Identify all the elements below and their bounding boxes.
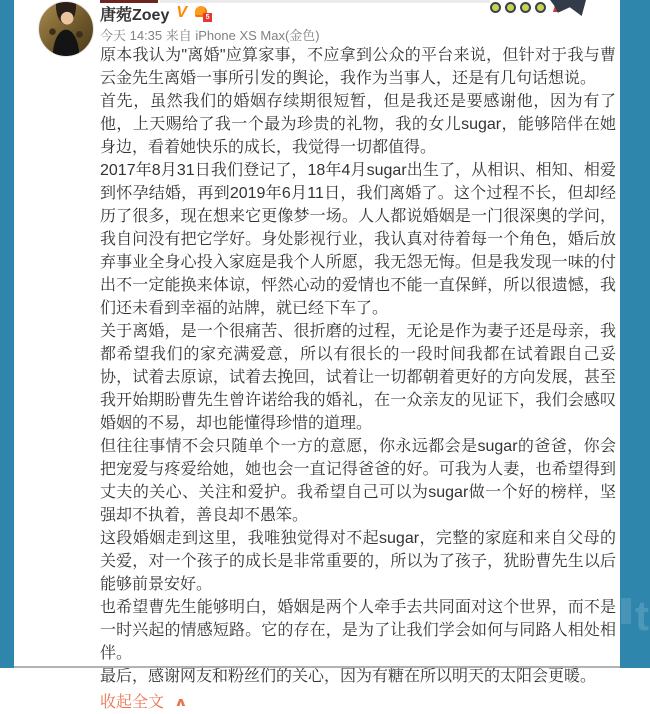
post-paragraph: 关于离婚，是一个很痛苦、很折磨的过程，无论是作为妻子还是母亲，我都希望我们的家充满爱意，所以有很长的一段时间我都在试着跟自己妥协，试着去原谅，试着去挽回，试着让一切都朝着更好的方向发展，甚至我开始期盼曹先生曾许诺给我的婚礼，在一众亲友的见证下，我们会感叹婚姻的不易，却也能懂得珍惜的道理。	[100, 323, 616, 432]
watermark-fragment	[621, 592, 649, 640]
post-paragraph: 首先，虽然我们的婚姻存续期很短暂，但是我还是要感谢他，因为有了他，上天赐给了我一个最为珍贵的礼物，我的女儿sugar，能够陪伴在她身边，看着她快乐的成长，我觉得一切都值得。	[100, 93, 616, 156]
collapse-label: 收起全文	[100, 694, 165, 711]
post-paragraph: 2017年8月31日我们登记了，18年4月sugar出生了，从相识、相知、相爱到怀孕结婚，再到2019年6月11日，我们离婚了。这个过程不长，但却经历了很多，现在想来它更像梦一场。人人都说婚姻是一门很深奥的学问，我自问没有把它学好。身处影视行业，我认真对待着每一个角色，婚后放弃事业全身心投入家庭是我个人所愿，我无怨无悔。但是我发现一味的付出不一定能换来体谅，怦然心动的爱情也不能一直保鲜，所以很遗憾，我们还未看到幸福的站牌，就已经下车了。	[100, 162, 616, 317]
post-paragraph: 原本我认为"离婚"应算家事，不应拿到公众的平台来说，但针对于我与曹云金先生离婚一事所引发的舆论，我作为当事人，还是有几句话想说。	[100, 47, 616, 87]
post-paragraph: 这段婚姻走到这里，我唯独觉得对不起sugar，完整的家庭和来自父母的关爱，对一个孩子的成长是非常重要的，所以为了孩子，犹盼曹先生以后能够前景安好。	[100, 530, 616, 593]
banner-dot	[535, 2, 546, 13]
post-body	[100, 44, 616, 714]
watermark-partial-glyph	[621, 598, 631, 624]
post-paragraph: 但往往事情不会只随单个一方的意愿，你永远都会是sugar的爸爸，你会把宠爱与疼爱给她，她也会一直记得爸爸的好。可我为人妻，也希望得到丈夫的关心、关注和爱护。我希望自己可以为sugar做一个好的榜样，坚强却不执着，善良却不愚笨。	[100, 438, 616, 524]
chevron-up-icon: ∧	[174, 695, 188, 709]
banner-dot	[520, 2, 531, 13]
vip-level-number: 5	[203, 13, 212, 22]
post-paragraph: 最后，感谢网友和粉丝们的关心，因为有糖在所以明天的太阳会更暖。	[100, 668, 597, 685]
bottom-divider	[14, 666, 620, 668]
avatar[interactable]	[38, 1, 94, 57]
banner-dots	[490, 2, 546, 13]
post-card	[14, 0, 620, 711]
watermark-letter: t	[635, 592, 649, 639]
author-name[interactable]: 唐菀Zoey	[100, 6, 170, 24]
author-row	[100, 3, 212, 23]
cutoff-banner-image	[490, 0, 594, 16]
banner-dot	[505, 2, 516, 13]
banner-dot	[490, 2, 501, 13]
banner-dark-shard	[550, 0, 586, 16]
post-paragraph: 也希望曹先生能够明白，婚姻是两个人牵手去共同面对这个世界，而不是一时兴起的情感短路。它的存在，是为了让我们学会如何与同路人相处相伴。	[100, 599, 616, 662]
collapse-full-text-link[interactable]	[100, 691, 230, 714]
verified-v-icon: V	[176, 4, 188, 21]
post-meta: 今天 14:35 来自 iPhone XS Max(金色)	[100, 28, 320, 43]
vip-level-badge-icon[interactable]	[195, 5, 212, 22]
